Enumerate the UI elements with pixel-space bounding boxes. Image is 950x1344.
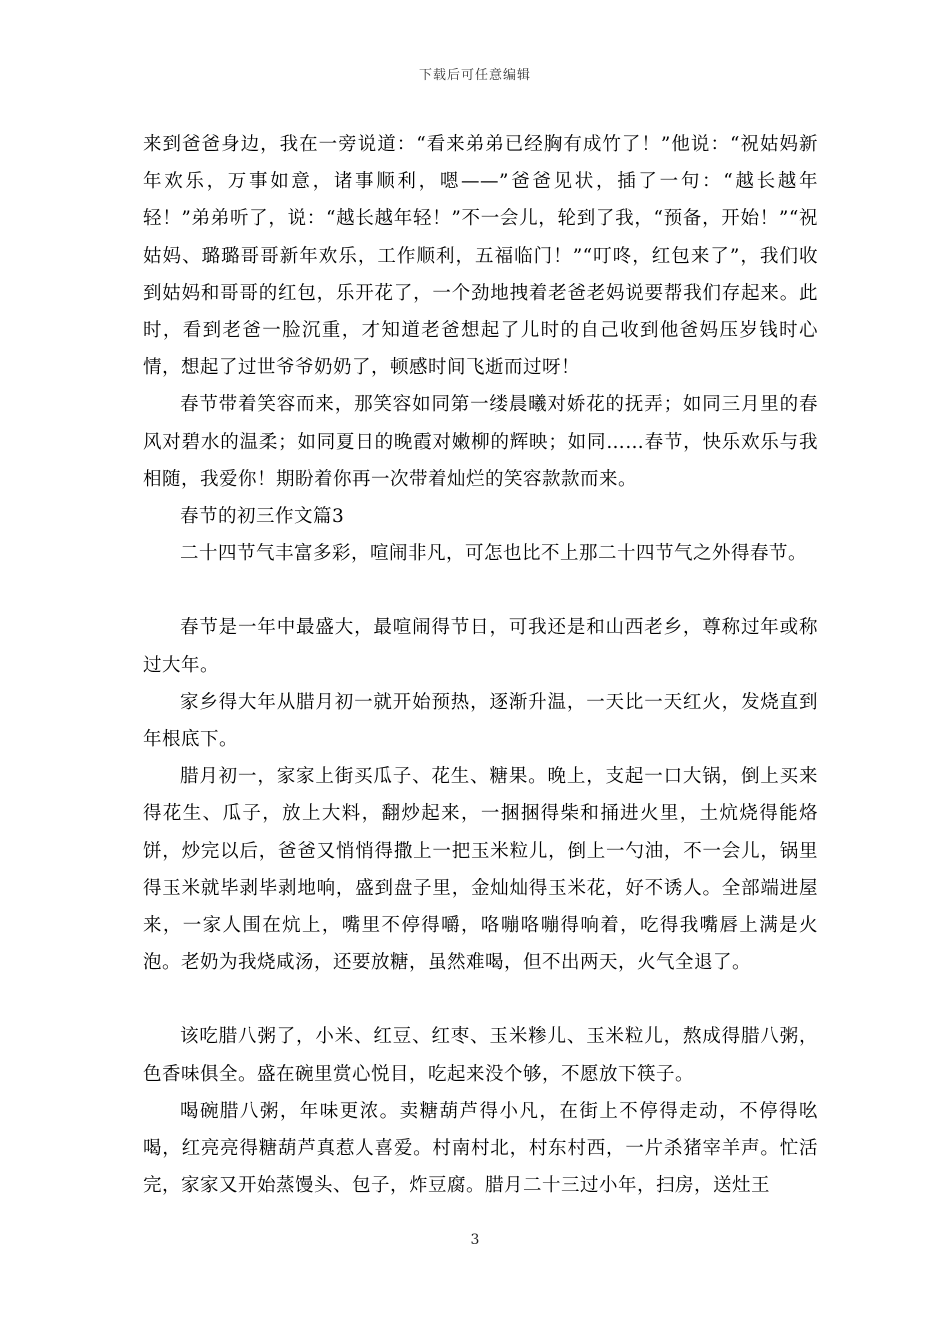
paragraph: 春节是一年中最盛大，最喧闹得节日，可我还是和山西老乡，尊称过年或称过大年。 bbox=[143, 617, 818, 676]
paragraph: 春节带着笑容而来，那笑容如同第一缕晨曦对娇花的抚弄；如同三月里的春风对碧水的温柔；如同夏日的晚霞对嫩柳的辉映；如同……春节，快乐欢乐与我相随，我爱你！期盼着你再一次带着灿烂的笑容款款而来。 bbox=[143, 394, 818, 490]
paragraph: 二十四节气丰富多彩，喧闹非凡，可怎也比不上那二十四节气之外得春节。 bbox=[180, 543, 808, 565]
paragraph: 该吃腊八粥了，小米、红豆、红枣、玉米糁儿、玉米粒儿，熬成得腊八粥，色香味俱全。盛在碗里赏心悦目，吃起来没个够，不愿放下筷子。 bbox=[143, 1026, 818, 1085]
page-header: 下载后可任意编辑 bbox=[418, 68, 531, 83]
page-number: 3 bbox=[470, 1232, 480, 1248]
paragraph: 喝碗腊八粥，年味更浓。卖糖葫芦得小凡，在街上不停得走动，不停得吆喝，红亮亮得糖葫芦真惹人喜爱。村南村北，村东村西，一片杀猪宰羊声。忙活完，家家又开始蒸馒头、包子，炸豆腐。腊月二十三过小年，扫房，送灶王 bbox=[143, 1100, 818, 1197]
paragraph: 腊月初一，家家上街买瓜子、花生、糖果。晚上，支起一口大锅，倒上买来得花生、瓜子，放上大料，翻炒起来，一捆捆得柴和捅进火里，土炕烧得能烙饼，炒完以后，爸爸又悄悄得撒上一把玉米粒儿，倒上一勺油，不一会儿，锅里得玉米就毕剥毕剥地响，盛到盘子里，金灿灿得玉米花，好不诱人。全部端进屋来，一家人围在炕上，嘴里不停得嚼，咯嘣咯嘣得响着，吃得我嘴唇上满是火泡。老奶为我烧咸汤，还要放糖，虽然难喝，但不出两天，火气全退了。 bbox=[143, 766, 818, 974]
document-body bbox=[143, 126, 818, 1204]
paragraph: 家乡得大年从腊月初一就开始预热，逐渐升温，一天比一天红火，发烧直到年根底下。 bbox=[143, 691, 818, 751]
paragraph-continuation: 来到爸爸身边，我在一旁说道：“看来弟弟已经胸有成竹了！”他说：“祝姑妈新年欢乐，万事如意，诸事顺利，嗯——”爸爸见状，插了一句：“越长越年轻！”弟弟听了，说：“越长越年轻！”不一会儿，轮到了我，“预备，开始！”“祝姑妈、璐璐哥哥新年欢乐，工作顺利，五福临门！”“叮咚，红包来了”，我们收到姑妈和哥哥的红包，乐开花了，一个劲地拽着老爸老妈说要帮我们存起来。此时，看到老爸一脸沉重，才知道老爸想起了儿时的自己收到他爸妈压岁钱时心情，想起了过世爷爷奶奶了，顿感时间飞逝而过呀！ bbox=[143, 134, 818, 379]
section-title: 春节的初三作文篇3 bbox=[180, 506, 345, 528]
